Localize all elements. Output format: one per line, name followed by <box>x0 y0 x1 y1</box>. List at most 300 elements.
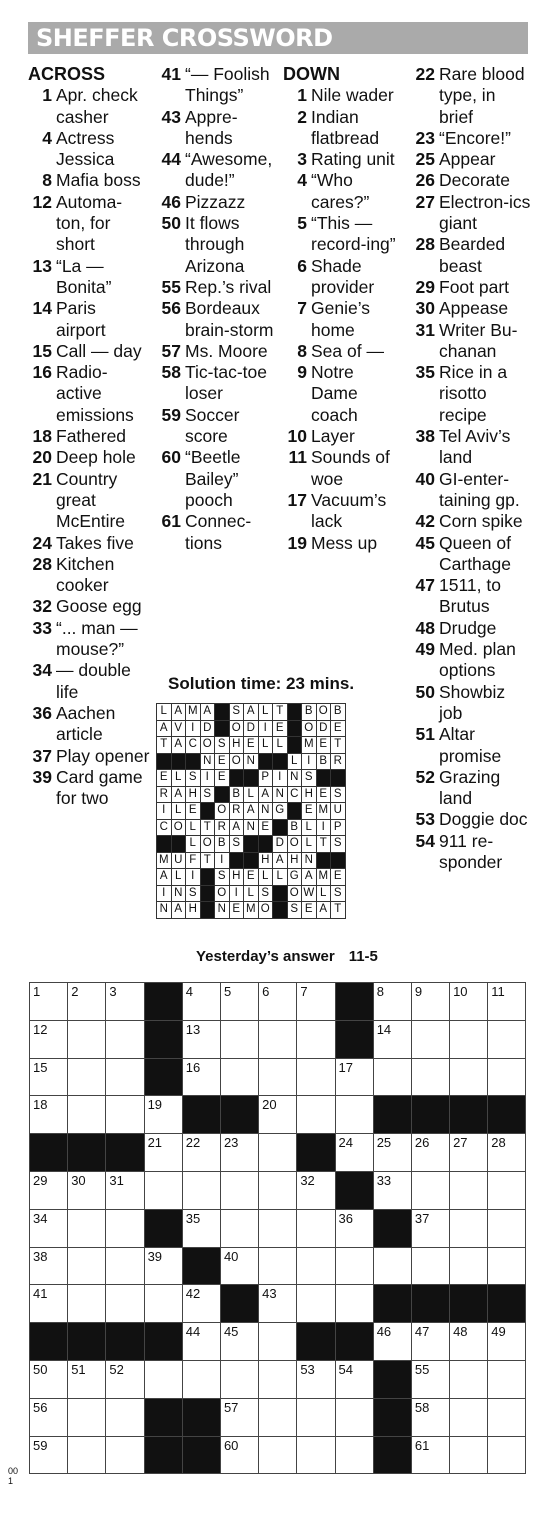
answer-cell[interactable] <box>450 983 488 1021</box>
solution-black-square <box>287 720 302 737</box>
answer-cell[interactable] <box>68 1285 106 1323</box>
cell-number: 5 <box>223 984 232 999</box>
answer-cell[interactable] <box>144 1285 182 1323</box>
answer-cell[interactable] <box>106 1020 144 1058</box>
solution-letter: E <box>316 737 331 754</box>
solution-letter: S <box>186 885 201 902</box>
clue-number: 46 <box>161 191 181 212</box>
solution-letter: E <box>186 803 201 820</box>
title-banner <box>28 22 528 54</box>
clue-number: 6 <box>297 255 307 276</box>
across-clue-37 <box>28 746 150 767</box>
clue-text: Layer <box>311 426 355 447</box>
cell-number: 21 <box>147 1135 163 1151</box>
answer-cell[interactable] <box>220 1134 258 1172</box>
across-clue-12 <box>28 192 150 256</box>
answer-cell[interactable] <box>144 1171 182 1209</box>
solution-letter: F <box>186 852 201 869</box>
across-clue-4 <box>28 128 150 171</box>
solution-letter: E <box>215 770 230 787</box>
cell-number: 34 <box>33 1210 48 1226</box>
answer-cell[interactable] <box>411 1323 449 1361</box>
cell-number: 13 <box>185 1021 201 1037</box>
answer-cell[interactable] <box>68 1398 106 1436</box>
answer-cell[interactable] <box>335 1058 373 1096</box>
solution-letter: I <box>157 885 172 902</box>
black-square <box>30 1323 68 1361</box>
across-clue-28 <box>28 554 150 597</box>
cell-number: 36 <box>338 1210 353 1226</box>
cell-number: 51 <box>71 1361 86 1377</box>
answer-cell[interactable] <box>182 1285 220 1323</box>
clue-text: Tel Aviv’s land <box>439 426 511 468</box>
answer-cell[interactable] <box>68 1020 106 1058</box>
answer-cell[interactable] <box>220 1398 258 1436</box>
cell-number: 40 <box>223 1248 239 1264</box>
answer-cell[interactable] <box>297 1096 335 1134</box>
answer-cell[interactable] <box>488 1360 526 1398</box>
answer-cell[interactable] <box>220 1436 258 1474</box>
clue-text: Soccer score <box>185 404 240 447</box>
answer-cell[interactable] <box>220 1171 258 1209</box>
clue-number: 27 <box>415 191 435 212</box>
answer-cell[interactable] <box>411 1436 449 1474</box>
answer-cell[interactable] <box>106 1096 144 1134</box>
answer-cell[interactable] <box>106 1436 144 1474</box>
answer-cell[interactable] <box>106 1398 144 1436</box>
clue-text: Connec-tions <box>185 511 252 553</box>
answer-cell[interactable] <box>297 1247 335 1285</box>
answer-cell[interactable] <box>488 1020 526 1058</box>
answer-cell[interactable] <box>106 1247 144 1285</box>
answer-cell[interactable] <box>411 1360 449 1398</box>
answer-cell[interactable] <box>411 1134 449 1172</box>
solution-letter: B <box>302 704 317 721</box>
solution-letter: L <box>302 836 317 853</box>
clue-number: 18 <box>32 426 52 447</box>
cell-number: 10 <box>453 984 468 999</box>
down-clue-9 <box>283 362 405 426</box>
black-square <box>144 1398 182 1436</box>
solution-letter: G <box>273 803 288 820</box>
black-square <box>373 1360 411 1398</box>
answer-cell[interactable] <box>297 1058 335 1096</box>
answer-cell[interactable] <box>220 1323 258 1361</box>
clue-number: 33 <box>32 617 52 638</box>
solution-letter: R <box>215 819 230 836</box>
answer-cell[interactable] <box>488 1398 526 1436</box>
down-clue-35 <box>408 362 533 426</box>
answer-cell[interactable] <box>450 1171 488 1209</box>
solution-black-square <box>244 836 259 853</box>
clue-number: 21 <box>32 468 52 489</box>
clue-text: Decorate <box>439 170 511 191</box>
answer-cell[interactable] <box>30 1398 68 1436</box>
answer-cell[interactable] <box>68 1436 106 1474</box>
solution-letter: A <box>171 704 186 721</box>
answer-cell[interactable] <box>68 1247 106 1285</box>
answer-cell[interactable] <box>30 1058 68 1096</box>
cell-number: 35 <box>185 1210 201 1226</box>
solution-letter: L <box>186 819 201 836</box>
solution-letter: I <box>258 720 273 737</box>
answer-cell[interactable] <box>450 1134 488 1172</box>
answer-cell[interactable] <box>488 1209 526 1247</box>
cell-number: 1 <box>33 984 41 999</box>
cell-number: 31 <box>109 1172 124 1188</box>
answer-cell[interactable] <box>106 1209 144 1247</box>
clue-text: Bearded beast <box>439 234 506 276</box>
down-clue-22 <box>408 64 533 128</box>
solution-letter: I <box>273 770 288 787</box>
solution-black-square <box>331 852 346 869</box>
across-clue-60 <box>157 447 277 511</box>
answer-cell[interactable] <box>30 1247 68 1285</box>
down-clue-5 <box>283 213 405 256</box>
clue-number: 47 <box>415 575 435 596</box>
answer-cell[interactable] <box>259 983 297 1021</box>
answer-cell[interactable] <box>106 1171 144 1209</box>
answer-cell[interactable] <box>259 1171 297 1209</box>
answer-cell[interactable] <box>411 1058 449 1096</box>
answer-cell[interactable] <box>259 1209 297 1247</box>
answer-cell[interactable] <box>259 1096 297 1134</box>
answer-cell[interactable] <box>259 1058 297 1096</box>
solution-letter: E <box>316 786 331 803</box>
solution-letter: B <box>287 819 302 836</box>
answer-cell[interactable] <box>373 1134 411 1172</box>
answer-cell[interactable] <box>68 1096 106 1134</box>
answer-cell[interactable] <box>450 1323 488 1361</box>
cell-number: 17 <box>338 1059 353 1075</box>
black-square <box>450 1285 488 1323</box>
answer-cell[interactable] <box>488 1247 526 1285</box>
answer-cell[interactable] <box>106 1058 144 1096</box>
down-clue-25 <box>408 149 533 170</box>
solution-letter: E <box>157 770 172 787</box>
answer-cell[interactable] <box>182 1058 220 1096</box>
answer-cell[interactable] <box>373 1058 411 1096</box>
answer-cell[interactable] <box>30 1171 68 1209</box>
black-square <box>144 1323 182 1361</box>
solution-letter: C <box>186 737 201 754</box>
solution-letter: L <box>316 885 331 902</box>
answer-cell[interactable] <box>335 1134 373 1172</box>
yesterday-caption <box>196 948 378 965</box>
answer-cell[interactable] <box>30 1020 68 1058</box>
clue-number: 5 <box>297 213 307 234</box>
across-clue-20 <box>28 447 150 468</box>
black-square <box>182 1436 220 1474</box>
answer-cell[interactable] <box>182 983 220 1021</box>
cell-number: 58 <box>414 1399 430 1415</box>
solution-letter: M <box>244 902 259 919</box>
solution-letter: A <box>171 902 186 919</box>
solution-letter: E <box>244 737 259 754</box>
answer-cell[interactable] <box>488 1058 526 1096</box>
down-clue-54 <box>408 831 533 874</box>
clue-text: Sea of — <box>311 340 384 361</box>
answer-cell[interactable] <box>182 1020 220 1058</box>
answer-cell[interactable] <box>335 1360 373 1398</box>
black-square <box>373 1285 411 1323</box>
answer-cell[interactable] <box>411 1398 449 1436</box>
answer-cell[interactable] <box>106 1285 144 1323</box>
cell-number: 18 <box>33 1097 48 1113</box>
answer-cell[interactable] <box>182 1209 220 1247</box>
across-clues-column-2 <box>157 64 277 554</box>
across-clue-16 <box>28 362 150 426</box>
cell-number: 26 <box>414 1135 430 1151</box>
clue-text: “— Foolish Things” <box>185 64 270 106</box>
answer-cell[interactable] <box>259 1134 297 1172</box>
clue-text: Mess up <box>311 532 378 553</box>
cell-number: 8 <box>376 984 384 999</box>
solution-letter: B <box>229 786 244 803</box>
solution-letter: E <box>302 803 317 820</box>
answer-cell[interactable] <box>297 983 335 1021</box>
solution-letter: E <box>244 869 259 886</box>
clue-number: 40 <box>415 468 435 489</box>
solution-letter: O <box>215 803 230 820</box>
answer-cell[interactable] <box>144 1134 182 1172</box>
answer-cell[interactable] <box>411 1209 449 1247</box>
answer-cell[interactable] <box>450 1398 488 1436</box>
clue-text: “This — record-ing” <box>311 213 396 255</box>
answer-cell[interactable] <box>373 1171 411 1209</box>
cell-number: 28 <box>491 1135 506 1151</box>
cell-number: 25 <box>376 1135 392 1151</box>
solution-letter: N <box>215 902 230 919</box>
answer-cell[interactable] <box>220 1058 258 1096</box>
answer-cell[interactable] <box>259 1360 297 1398</box>
clue-number: 1 <box>297 85 307 106</box>
clue-number: 29 <box>415 276 435 297</box>
solution-letter: E <box>331 720 346 737</box>
clue-text: Deep hole <box>56 447 136 468</box>
down-clue-40 <box>408 469 533 512</box>
black-square <box>106 1134 144 1172</box>
black-square <box>30 1134 68 1172</box>
answer-cell[interactable] <box>450 1247 488 1285</box>
down-header: DOWN <box>283 64 340 84</box>
answer-cell[interactable] <box>297 1020 335 1058</box>
down-clue-2 <box>283 107 405 150</box>
answer-cell[interactable] <box>68 1058 106 1096</box>
solution-letter: L <box>258 704 273 721</box>
answer-cell[interactable] <box>488 983 526 1021</box>
clue-number: 24 <box>32 532 52 553</box>
answer-cell[interactable] <box>182 1323 220 1361</box>
clue-text: Queen of Carthage <box>439 532 511 574</box>
cell-number: 55 <box>414 1361 430 1377</box>
answer-cell[interactable] <box>297 1285 335 1323</box>
down-clue-52 <box>408 767 533 810</box>
answer-cell[interactable] <box>335 1398 373 1436</box>
clue-number: 17 <box>287 489 307 510</box>
answer-cell[interactable] <box>335 1285 373 1323</box>
answer-cell[interactable] <box>450 1058 488 1096</box>
answer-cell[interactable] <box>488 1134 526 1172</box>
answer-cell[interactable] <box>488 1436 526 1474</box>
answer-cell[interactable] <box>488 1323 526 1361</box>
black-square <box>144 1209 182 1247</box>
clue-number: 39 <box>32 766 52 787</box>
clue-number: 35 <box>415 362 435 383</box>
solution-letter: S <box>331 786 346 803</box>
answer-cell[interactable] <box>144 1360 182 1398</box>
answer-cell[interactable] <box>450 1360 488 1398</box>
answer-cell[interactable] <box>259 1247 297 1285</box>
solution-letter: A <box>200 704 215 721</box>
black-square <box>450 1096 488 1134</box>
answer-cell[interactable] <box>373 1020 411 1058</box>
answer-cell[interactable] <box>335 1096 373 1134</box>
answer-cell[interactable] <box>411 1171 449 1209</box>
answer-cell[interactable] <box>220 983 258 1021</box>
answer-cell[interactable] <box>30 1096 68 1134</box>
down-clue-29 <box>408 277 533 298</box>
answer-cell[interactable] <box>411 983 449 1021</box>
clue-number: 14 <box>32 298 52 319</box>
cell-number: 61 <box>414 1437 430 1453</box>
answer-cell[interactable] <box>106 1360 144 1398</box>
answer-cell[interactable] <box>259 1436 297 1474</box>
clue-text: “... man — mouse?” <box>56 617 138 660</box>
clue-number: 36 <box>32 702 52 723</box>
answer-cell[interactable] <box>182 1171 220 1209</box>
clue-text: “Who cares?” <box>311 170 370 212</box>
answer-cell[interactable] <box>297 1436 335 1474</box>
answer-cell[interactable] <box>335 1436 373 1474</box>
answer-cell[interactable] <box>220 1360 258 1398</box>
solution-letter: A <box>157 869 172 886</box>
cell-number: 23 <box>223 1135 239 1151</box>
solution-letter: T <box>331 902 346 919</box>
answer-cell[interactable] <box>297 1398 335 1436</box>
answer-cell[interactable] <box>450 1436 488 1474</box>
solution-letter: O <box>171 819 186 836</box>
solution-black-square <box>200 803 215 820</box>
answer-cell[interactable] <box>259 1398 297 1436</box>
answer-cell[interactable] <box>30 983 68 1021</box>
cell-number: 29 <box>33 1172 48 1188</box>
solution-black-square <box>273 885 288 902</box>
clue-text: Tic-tac-toe loser <box>185 362 268 404</box>
answer-cell[interactable] <box>373 1247 411 1285</box>
answer-cell[interactable] <box>30 1436 68 1474</box>
solution-letter: O <box>200 836 215 853</box>
down-clue-4 <box>283 170 405 213</box>
solution-letter: D <box>244 720 259 737</box>
clue-text: Corn spike <box>439 511 523 532</box>
answer-cell[interactable] <box>450 1209 488 1247</box>
cell-number: 49 <box>491 1324 506 1340</box>
answer-cell[interactable] <box>68 1209 106 1247</box>
answer-cell[interactable] <box>259 1285 297 1323</box>
answer-cell[interactable] <box>68 1171 106 1209</box>
down-clue-42 <box>408 511 533 532</box>
answer-cell[interactable] <box>297 1209 335 1247</box>
answer-cell[interactable] <box>335 1209 373 1247</box>
solution-letter: E <box>331 869 346 886</box>
solution-letter: N <box>157 902 172 919</box>
cell-number: 3 <box>109 984 117 999</box>
solution-letter: B <box>215 836 230 853</box>
solution-letter: O <box>229 753 244 770</box>
clue-number: 48 <box>415 617 435 638</box>
cell-number: 45 <box>223 1324 239 1340</box>
solution-black-square <box>244 852 259 869</box>
answer-cell[interactable] <box>411 1247 449 1285</box>
down-clue-48 <box>408 618 533 639</box>
answer-cell[interactable] <box>182 1134 220 1172</box>
answer-cell[interactable] <box>373 1323 411 1361</box>
solution-letter: I <box>215 852 230 869</box>
answer-cell[interactable] <box>68 1360 106 1398</box>
yesterday-date: 11-5 <box>348 948 378 965</box>
clue-text: Indian flatbread <box>311 106 380 148</box>
yesterday-solution-grid <box>156 703 346 919</box>
answer-cell[interactable] <box>144 1096 182 1134</box>
answer-cell[interactable] <box>297 1360 335 1398</box>
solution-letter: B <box>331 704 346 721</box>
black-square <box>335 1020 373 1058</box>
answer-cell[interactable] <box>68 983 106 1021</box>
answer-cell[interactable] <box>411 1020 449 1058</box>
answer-cell[interactable] <box>335 1247 373 1285</box>
answer-cell[interactable] <box>297 1171 335 1209</box>
answer-cell[interactable] <box>30 1209 68 1247</box>
solution-letter: N <box>244 819 259 836</box>
across-clue-44 <box>157 149 277 192</box>
answer-cell[interactable] <box>488 1171 526 1209</box>
cell-number: 47 <box>414 1324 430 1340</box>
answer-cell[interactable] <box>373 983 411 1021</box>
answer-cell[interactable] <box>30 1285 68 1323</box>
clue-number: 1 <box>42 85 52 106</box>
clue-number: 19 <box>287 532 307 553</box>
answer-cell[interactable] <box>106 983 144 1021</box>
solution-letter: U <box>331 803 346 820</box>
answer-cell[interactable] <box>220 1209 258 1247</box>
solution-black-square <box>273 902 288 919</box>
answer-cell[interactable] <box>450 1020 488 1058</box>
cell-number: 33 <box>376 1172 392 1188</box>
answer-cell[interactable] <box>220 1020 258 1058</box>
answer-cell[interactable] <box>220 1247 258 1285</box>
clue-number: 57 <box>161 340 181 361</box>
clue-text: Altar promise <box>439 724 502 766</box>
solution-black-square <box>215 786 230 803</box>
down-clue-26 <box>408 170 533 191</box>
answer-cell[interactable] <box>144 1247 182 1285</box>
answer-cell[interactable] <box>259 1020 297 1058</box>
clue-text: Card game for two <box>56 766 143 809</box>
black-square <box>220 1285 258 1323</box>
solution-letter: A <box>171 737 186 754</box>
answer-cell[interactable] <box>30 1360 68 1398</box>
answer-cell[interactable] <box>182 1360 220 1398</box>
clue-text: Electron-ics giant <box>439 191 531 234</box>
answer-cell[interactable] <box>259 1323 297 1361</box>
solution-black-square <box>244 770 259 787</box>
solution-letter: S <box>302 770 317 787</box>
solution-letter: I <box>229 885 244 902</box>
down-clue-51 <box>408 724 533 767</box>
cell-number: 56 <box>33 1399 48 1415</box>
solution-letter: I <box>316 819 331 836</box>
